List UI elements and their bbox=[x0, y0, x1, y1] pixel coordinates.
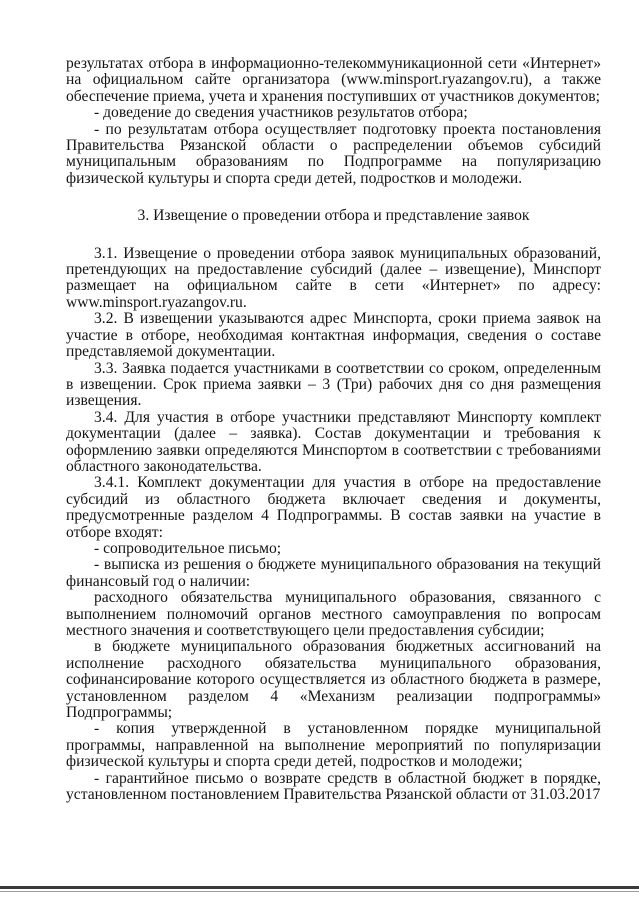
paragraph-bullet-resolution: - по результатам отбора осуществляет подготовку проекта постановления Правительства Рязанской области о распределении объемов субсидий муниципальным образованиям по Подпрограмме на популяризацию физической культуры и спорта среди детей, подростков и молодежи. bbox=[66, 120, 601, 187]
paragraph-budget-allocations: в бюджете муниципального образования бюджетных ассигнований на исполнение расходного обязательства муниципального образования, софинансирование которого осуществляется из областного бюджета в размере, установленном разделом 4 «Механизм реализации подпрограммы» Подпрограммы; bbox=[66, 638, 601, 722]
paragraph-3-3: 3.3. Заявка подается участниками в соответствии со сроком, определенным в извещении. Срок приема заявки – 3 (Три) рабочих дня со дня размещения извещения. bbox=[66, 359, 601, 410]
list-item-municipal-program: - копия утвержденной в установленном порядке муниципальной программы, направленной на выполнение мероприятий по популяризации физической культуры и спорта среди детей, подростков и молодежи; bbox=[66, 720, 601, 771]
list-item-guarantee-letter: - гарантийное письмо о возврате средств в областной бюджет в порядке, установленном постановлением Правительства Рязанской области от 31.03.2017 bbox=[66, 769, 601, 804]
paragraph-3-1: 3.1. Извещение о проведении отбора заявок муниципальных образований, претендующих на предоставление субсидий (далее – извещение), Минспорт размещает на официальном сайте в сети «Интернет» по адресу: www.minsport.ryazangov.ru. bbox=[66, 244, 601, 311]
paragraph-bullet-results: - доведение до сведения участников результатов отбора; bbox=[94, 104, 468, 122]
paragraph-3-4: 3.4. Для участия в отборе участники представляют Минспорту комплект документации (далее – заявка). Состав документации и требования к оформлению заявки определяются Минспортом в соответствии с требованиями областного законодательства. bbox=[66, 408, 601, 475]
section-heading: 3. Извещение о проведении отбора и представление заявок bbox=[137, 207, 530, 225]
paragraph-3-4-1: 3.4.1. Комплект документации для участия в отборе на предоставление субсидий из областного бюджета включает сведения и документы, предусмотренные разделом 4 Подпрограммы. В состав заявки на участие в отборе входят: bbox=[66, 474, 601, 541]
scan-edge-line-thin bbox=[0, 891, 639, 892]
list-item-cover-letter: - сопроводительное письмо; bbox=[94, 539, 282, 557]
list-item-budget-extract: - выписка из решения о бюджете муниципального образования на текущий финансовый год о наличии: bbox=[66, 556, 601, 590]
paragraph-3-2: 3.2. В извещении указываются адрес Минспорта, сроки приема заявок на участие в отборе, необходимая контактная информация, сведения о составе представляемой документации. bbox=[66, 310, 601, 361]
document-body bbox=[66, 56, 601, 803]
scan-edge-line bbox=[0, 886, 639, 889]
paragraph-continuation: результатах отбора в информационно-телекоммуникационной сети «Интернет» на официальном сайте организатора (www.minsport.ryazangov.ru), а также обеспечение приема, учета и хранения поступивших от участников документов; bbox=[66, 55, 601, 105]
paragraph-expense-obligation: расходного обязательства муниципального образования, связанного с выполнением полномочий органов местного самоуправления по вопросам местного значения и соответствующего цели предоставления субсидии; bbox=[66, 589, 601, 639]
